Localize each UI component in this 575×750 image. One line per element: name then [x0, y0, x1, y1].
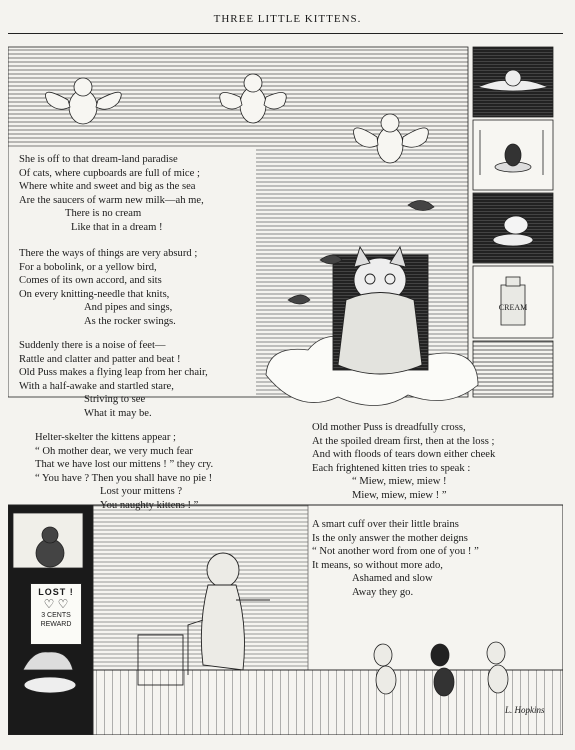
sign-line-lost: LOST ! — [38, 587, 74, 597]
lost-mittens-sign — [30, 583, 82, 645]
mother-puss-dreaming — [333, 247, 428, 374]
stanza-5 — [312, 421, 495, 502]
stanza-line: Old Puss makes a flying leap from her chair, — [19, 367, 208, 378]
stanza-line: Each frightened kitten tries to speak : — [312, 462, 471, 474]
stanza-line: You naughty kittens ! ” — [100, 499, 199, 511]
stanza-line: Away they go. — [352, 586, 414, 598]
stanza-line: Suddenly there is a noise of feet— — [19, 340, 166, 351]
mittens-icon: ♡ ♡ — [43, 597, 69, 611]
stanza-line: Comes of its own accord, and sits — [19, 275, 162, 286]
stanza-line: “ Oh mother dear, we very much fear — [35, 445, 193, 457]
stanza-line: There the ways of things are very absurd ; — [19, 248, 198, 259]
artist-signature: L. Hopkins — [505, 705, 545, 715]
stanza-line: A smart cuff over their little brains — [312, 519, 459, 530]
stanza-line: That we have lost our mittens ! ” they cry. — [35, 459, 214, 470]
cream-jug-label: CREAM — [498, 303, 528, 312]
stanza-6 — [312, 518, 479, 599]
stanza-2 — [19, 247, 197, 328]
stanza-line: Of cats, where cupboards are full of mice ; — [19, 167, 200, 179]
stanza-4 — [35, 431, 213, 512]
stanza-line: “ Miew, miew, miew ! — [352, 476, 447, 487]
stanza-line: Helter-skelter the kittens appear ; — [35, 432, 176, 443]
stanza-line: At the spoiled dream first, then at the loss ; — [312, 435, 495, 447]
sign-line-cents: 3 CENTS — [41, 612, 71, 619]
stanza-line: “ You have ? Then you shall have no pie ! — [35, 472, 213, 484]
stanza-line: Where white and sweet and big as the sea — [19, 181, 196, 192]
header-rule — [8, 33, 563, 34]
stanza-line: “ Not another word from one of you ! ” — [312, 546, 479, 557]
stanza-line: Are the saucers of warm new milk—ah me, — [19, 194, 204, 206]
stanza-line: For a bobolink, or a yellow bird, — [19, 261, 157, 273]
stanza-line: It means, so without more ado, — [312, 559, 443, 571]
stanza-line: With a half-awake and startled stare, — [19, 380, 174, 392]
stanza-line: Like that in a dream ! — [71, 221, 163, 233]
stanza-3 — [19, 339, 208, 420]
page-header: THREE LITTLE KITTENS. — [213, 13, 362, 25]
stanza-line: What it may be. — [84, 407, 152, 419]
stanza-line: Striving to see — [84, 394, 146, 405]
stanza-1 — [19, 153, 204, 234]
stanza-line: As the rocker swings. — [84, 315, 176, 327]
stanza-line: Miew, miew, miew ! ” — [352, 489, 447, 501]
stanza-line: Is the only answer the mother deigns — [312, 532, 468, 544]
stanza-line: Ashamed and slow — [352, 573, 433, 584]
stanza-line: And with floods of tears down either cheek — [312, 449, 496, 460]
sign-line-reward: REWARD — [40, 621, 72, 628]
stanza-line: There is no cream — [65, 208, 142, 219]
stanza-line: Rattle and clatter and patter and beat ! — [19, 353, 181, 365]
stanza-line: Lost your mittens ? — [100, 486, 183, 497]
stanza-line: On every knitting-needle that knits, — [19, 288, 170, 300]
stanza-line: And pipes and sings, — [84, 302, 173, 313]
vignette-column — [473, 47, 553, 397]
bottom-scene — [8, 505, 563, 735]
stanza-line: She is off to that dream-land paradise — [19, 154, 178, 165]
stanza-line: Old mother Puss is dreadfully cross, — [312, 422, 466, 433]
